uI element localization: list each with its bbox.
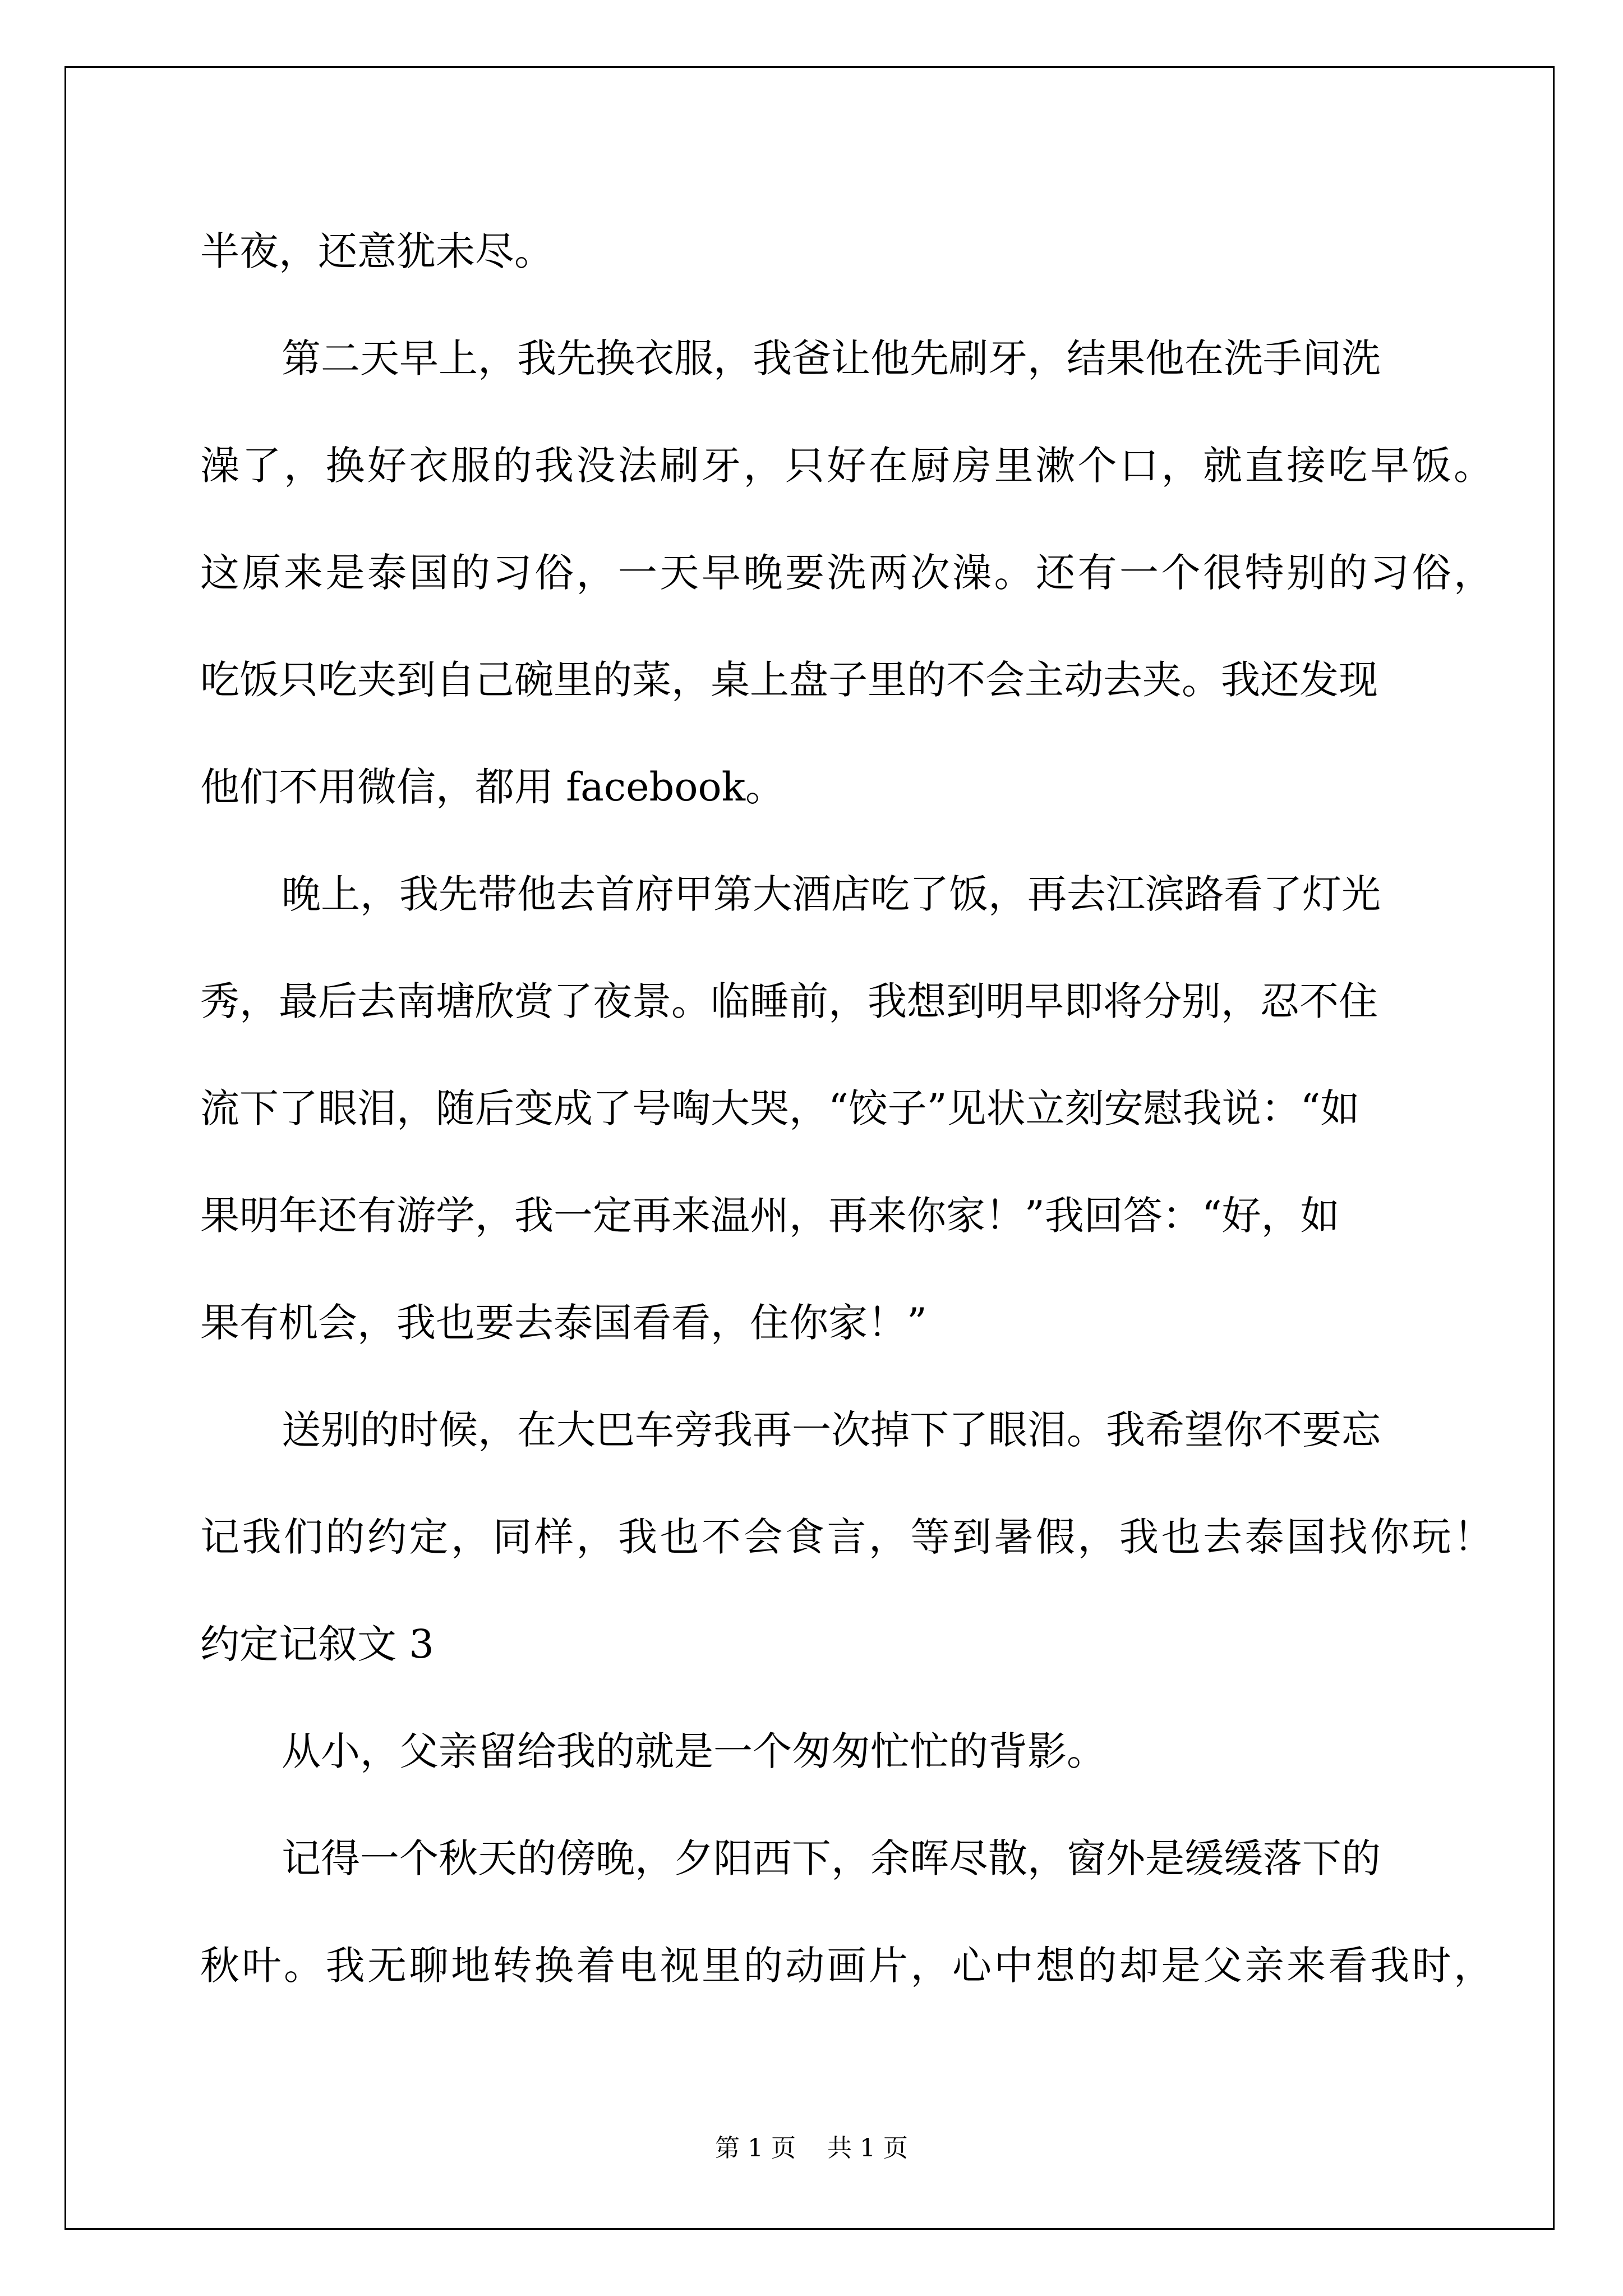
text-line-7: 晚上，我先带他去首府甲第大酒店吃了饭，再去江滨路看了灯光	[282, 871, 1381, 917]
text-line-1: 半夜，还意犹未尽。	[200, 228, 554, 274]
text-line-13: 记我们的约定，同样，我也不会食言，等到暑假，我也去泰国找你玩！	[200, 1514, 1496, 1560]
page-footer: 第 1 页 共 1 页	[715, 2134, 908, 2162]
text-line-8: 秀，最后去南塘欣赏了夜景。临睡前，我想到明早即将分别，忍不住	[200, 978, 1378, 1024]
text-line-2: 第二天早上，我先换衣服，我爸让他先刷牙，结果他在洗手间洗	[282, 335, 1381, 381]
text-line-5: 吃饭只吃夹到自己碗里的菜，桌上盘子里的不会主动去夹。我还发现	[200, 657, 1378, 703]
text-line-10: 果明年还有游学，我一定再来温州，再来你家！”我回答：“好，如	[200, 1193, 1340, 1239]
text-line-17: 秋叶。我无聊地转换着电视里的动画片，心中想的却是父亲来看我时，	[200, 1943, 1496, 1989]
text-line-6: 他们不用微信，都用 facebook。	[200, 764, 785, 810]
text-line-9: 流下了眼泪，随后变成了号啕大哭，“饺子”见状立刻安慰我说：“如	[200, 1085, 1360, 1131]
text-line-12: 送别的时候，在大巴车旁我再一次掉下了眼泪。我希望你不要忘	[282, 1407, 1381, 1453]
text-line-11: 果有机会，我也要去泰国看看，住你家！”	[200, 1300, 927, 1346]
text-line-4: 这原来是泰国的习俗，一天早晚要洗两次澡。还有一个很特别的习俗，	[200, 550, 1496, 596]
text-line-3: 澡了，换好衣服的我没法刷牙，只好在厨房里漱个口，就直接吃早饭。	[200, 443, 1496, 489]
text-line-15: 从小，父亲留给我的就是一个匆匆忙忙的背影。	[282, 1728, 1106, 1774]
section-heading: 约定记叙文 3	[200, 1621, 434, 1667]
text-line-16: 记得一个秋天的傍晚，夕阳西下，余晖尽散，窗外是缓缓落下的	[282, 1835, 1381, 1881]
